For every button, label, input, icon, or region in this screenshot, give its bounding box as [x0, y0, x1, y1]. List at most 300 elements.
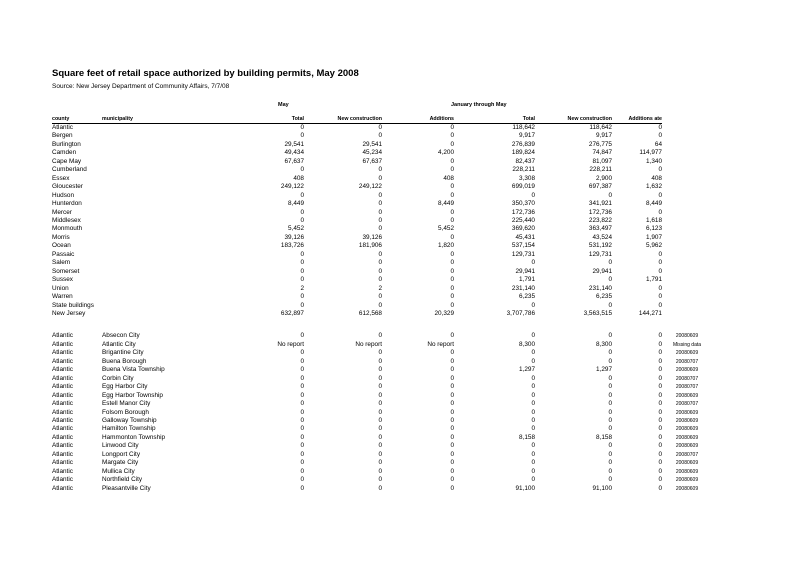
county-row	[52, 175, 712, 183]
may-new-construction-cell: 0	[378, 408, 382, 416]
county-cell: Hunterdon	[52, 200, 82, 208]
may-additions-cell: 0	[450, 400, 454, 408]
ytd-total-cell: 0	[531, 425, 535, 433]
may-total-cell: 29,541	[284, 140, 304, 148]
may-total-cell: 0	[300, 349, 304, 357]
county-cell: Essex	[52, 174, 70, 182]
ytd-total-cell: 189,824	[511, 149, 535, 157]
county-cell: New Jersey	[52, 309, 86, 317]
report-date-cell: 20080609	[675, 350, 699, 357]
report-date-cell: 20080609	[675, 392, 699, 399]
municipality-cell	[102, 124, 192, 133]
municipality-cell: Estell Manor City	[102, 400, 151, 408]
municipality-cell	[102, 217, 192, 225]
county-row	[52, 192, 712, 200]
county-cell: Mercer	[52, 208, 72, 216]
municipality-row	[52, 341, 712, 349]
ytd-additions-cell: 0	[658, 374, 662, 382]
may-total-cell: 67,637	[284, 157, 304, 165]
ytd-additions-cell: 0	[658, 132, 662, 140]
ytd-new-construction-cell: 0	[608, 459, 612, 467]
may-new-construction-cell: 0	[378, 132, 382, 140]
ytd-new-construction-cell: 29,941	[592, 267, 612, 275]
may-total-cell: 0	[300, 476, 304, 484]
ytd-new-construction-cell: 0	[608, 425, 612, 433]
may-new-construction-cell: 0	[378, 166, 382, 174]
municipality-cell: Pleasantville City	[102, 484, 151, 492]
ytd-new-construction-cell: 0	[608, 450, 612, 458]
ytd-new-construction-cell: 9,917	[596, 132, 612, 140]
may-new-construction-cell: 0	[378, 124, 382, 131]
county-cell: Atlantic	[52, 124, 73, 131]
may-additions-cell: 0	[450, 191, 454, 199]
ytd-new-construction-cell: 3,563,515	[583, 309, 612, 317]
may-total-cell: 0	[300, 301, 304, 309]
municipality-cell	[102, 192, 192, 200]
municipality-cell	[102, 209, 192, 217]
ytd-new-construction-cell: 231,140	[588, 284, 612, 292]
col-header-ytd-total: Total	[454, 116, 535, 124]
ytd-new-construction-cell: 8,158	[596, 433, 612, 441]
may-additions-cell: 0	[450, 276, 454, 284]
municipality-row	[52, 409, 712, 417]
county-cell: Bergen	[52, 132, 73, 140]
may-total-cell: 0	[300, 366, 304, 374]
county-cell: Atlantic	[52, 442, 73, 450]
report-date-cell: 20080609	[675, 485, 699, 492]
municipality-section	[52, 332, 712, 493]
may-new-construction-cell: 67,637	[362, 157, 382, 165]
ytd-new-construction-cell: 6,235	[596, 293, 612, 301]
may-additions-cell: 0	[450, 293, 454, 301]
county-row	[52, 259, 712, 267]
may-total-cell: 249,122	[280, 183, 304, 191]
ytd-total-cell: 699,019	[511, 183, 535, 191]
may-total-cell: 0	[300, 191, 304, 199]
ytd-additions-cell: 1,791	[646, 276, 662, 284]
may-new-construction-cell: 0	[378, 293, 382, 301]
col-header-county: county	[52, 116, 102, 124]
municipality-cell: Longport City	[102, 450, 141, 458]
ytd-new-construction-cell: 0	[608, 391, 612, 399]
may-additions-cell: 0	[450, 442, 454, 450]
county-row	[52, 217, 712, 225]
ytd-additions-cell: 0	[658, 408, 662, 416]
may-total-cell: 0	[300, 433, 304, 441]
municipality-row	[52, 434, 712, 442]
may-new-construction-cell: 0	[378, 267, 382, 275]
ytd-additions-cell: 0	[658, 391, 662, 399]
municipality-cell: Egg Harbor City	[102, 383, 148, 391]
may-new-construction-cell: 0	[378, 208, 382, 216]
may-total-cell: 0	[300, 124, 304, 131]
county-cell: Atlantic	[52, 357, 73, 365]
ytd-additions-cell: 0	[658, 442, 662, 450]
may-total-cell: 0	[300, 408, 304, 416]
may-new-construction-cell: 0	[378, 366, 382, 374]
may-additions-cell: 0	[450, 459, 454, 467]
county-cell: Salem	[52, 259, 71, 267]
municipality-cell: Linwood City	[102, 442, 139, 450]
ytd-new-construction-cell: 0	[608, 191, 612, 199]
ytd-additions-cell: 0	[658, 425, 662, 433]
county-cell: Camden	[52, 149, 77, 157]
county-cell: Atlantic	[52, 416, 73, 424]
county-cell: Somerset	[52, 267, 80, 275]
municipality-cell	[102, 141, 192, 149]
county-cell: Cumberland	[52, 166, 87, 174]
ytd-total-cell: 0	[531, 467, 535, 475]
may-new-construction-cell: 0	[378, 276, 382, 284]
ytd-additions-cell: 0	[658, 416, 662, 424]
county-cell: Atlantic	[52, 400, 73, 408]
ytd-total-cell: 0	[531, 374, 535, 382]
may-additions-cell: 0	[450, 301, 454, 309]
county-cell: Monmouth	[52, 225, 83, 233]
county-cell: Atlantic	[52, 450, 73, 458]
report-date-cell: 20080707	[675, 401, 699, 408]
ytd-total-cell: 8,158	[519, 433, 535, 441]
ytd-new-construction-cell: 43,524	[592, 233, 612, 241]
may-total-cell: 0	[300, 459, 304, 467]
may-new-construction-cell: 0	[378, 225, 382, 233]
ytd-new-construction-cell: 0	[608, 259, 612, 267]
ytd-additions-cell: 114,977	[639, 149, 662, 157]
may-total-cell: 2	[300, 284, 304, 292]
ytd-new-construction-cell: 172,736	[588, 208, 612, 216]
municipality-cell	[102, 200, 192, 208]
report-date-cell: 20080609	[675, 434, 699, 441]
may-additions-cell: 0	[450, 383, 454, 391]
may-new-construction-cell: 0	[378, 416, 382, 424]
ytd-total-cell: 0	[531, 391, 535, 399]
may-additions-cell: 0	[450, 250, 454, 258]
county-row	[52, 310, 712, 318]
may-new-construction-cell: 0	[378, 484, 382, 492]
ytd-new-construction-cell: 0	[608, 349, 612, 357]
ytd-additions-cell: 0	[658, 208, 662, 216]
ytd-new-construction-cell: 0	[608, 383, 612, 391]
report-date-cell: 20080609	[675, 426, 699, 433]
county-cell: Cape May	[52, 157, 82, 165]
ytd-additions-cell: 6,123	[646, 225, 662, 233]
municipality-cell	[102, 285, 192, 293]
may-additions-cell: 0	[450, 374, 454, 382]
municipality-row	[52, 476, 712, 484]
may-additions-cell: 0	[450, 408, 454, 416]
ytd-additions-cell: 144,271	[638, 309, 662, 317]
report-date-cell: 20080609	[675, 333, 699, 340]
ytd-new-construction-cell: 0	[608, 467, 612, 475]
may-total-cell: 0	[300, 416, 304, 424]
may-total-cell: 0	[300, 132, 304, 140]
may-total-cell: 183,726	[280, 242, 304, 250]
ytd-total-cell: 45,431	[515, 233, 535, 241]
may-new-construction-cell: 0	[378, 433, 382, 441]
municipality-cell	[102, 175, 192, 183]
ytd-total-cell: 0	[531, 442, 535, 450]
may-additions-cell: 0	[450, 216, 454, 224]
municipality-cell	[102, 149, 192, 157]
ytd-additions-cell: 1,632	[646, 183, 662, 191]
municipality-cell	[102, 251, 192, 259]
county-row	[52, 285, 712, 293]
municipality-cell: Folsom Borough	[102, 408, 149, 416]
county-cell: Ocean	[52, 242, 71, 250]
ytd-additions-cell: 8,449	[646, 200, 662, 208]
may-additions-cell: 0	[450, 366, 454, 374]
ytd-total-cell: 350,370	[511, 200, 535, 208]
may-additions-cell: 0	[450, 484, 454, 492]
report-date-cell: Missing data	[672, 341, 702, 348]
may-total-cell: 632,897	[280, 309, 304, 317]
municipality-row	[52, 400, 712, 408]
ytd-additions-cell: 1,618	[646, 216, 662, 224]
may-new-construction-cell: 0	[378, 250, 382, 258]
ytd-total-cell: 91,100	[515, 484, 535, 492]
may-total-cell: 0	[300, 208, 304, 216]
ytd-total-cell: 0	[531, 408, 535, 416]
municipality-cell	[102, 166, 192, 174]
ytd-new-construction-cell: 697,387	[588, 183, 612, 191]
may-total-cell: 0	[300, 267, 304, 275]
ytd-total-cell: 9,917	[519, 132, 535, 140]
ytd-new-construction-cell: 531,192	[588, 242, 612, 250]
may-new-construction-cell: 0	[378, 374, 382, 382]
may-total-cell: No report	[277, 340, 304, 348]
county-row	[52, 225, 712, 233]
ytd-new-construction-cell: 8,300	[596, 340, 612, 348]
may-total-cell: 0	[300, 383, 304, 391]
municipality-cell	[102, 132, 192, 140]
ytd-total-cell: 537,154	[511, 242, 535, 250]
municipality-cell: Brigantine City	[102, 349, 144, 357]
may-total-cell: 0	[300, 374, 304, 382]
county-row	[52, 268, 712, 276]
county-cell: Atlantic	[52, 391, 73, 399]
municipality-cell	[102, 276, 192, 284]
ytd-additions-cell: 0	[658, 250, 662, 258]
may-total-cell: 0	[300, 259, 304, 267]
ytd-new-construction-cell: 2,900	[596, 174, 612, 182]
ytd-total-cell: 0	[531, 416, 535, 424]
ytd-total-cell: 172,736	[511, 208, 535, 216]
municipality-cell	[102, 183, 192, 191]
ytd-new-construction-cell: 0	[608, 416, 612, 424]
ytd-total-cell: 0	[531, 259, 535, 267]
ytd-total-cell: 1,791	[519, 276, 535, 284]
ytd-total-cell: 369,620	[511, 225, 535, 233]
may-total-cell: 0	[300, 250, 304, 258]
municipality-cell: Margate City	[102, 459, 139, 467]
report-date-cell: 20080707	[675, 358, 699, 365]
may-additions-cell: 0	[450, 233, 454, 241]
county-cell: Morris	[52, 233, 70, 241]
may-additions-cell: 0	[450, 157, 454, 165]
may-total-cell: 0	[300, 467, 304, 475]
ytd-total-cell: 129,731	[511, 250, 535, 258]
municipality-cell	[102, 310, 192, 318]
ytd-new-construction-cell: 0	[608, 476, 612, 484]
ytd-additions-cell: 0	[658, 259, 662, 267]
ytd-additions-cell: 0	[658, 191, 662, 199]
county-summary-section	[52, 124, 712, 319]
municipality-row	[52, 375, 712, 383]
may-additions-cell: 0	[450, 349, 454, 357]
ytd-additions-cell: 0	[658, 400, 662, 408]
ytd-additions-cell: 0	[658, 166, 662, 174]
may-additions-cell: 0	[450, 208, 454, 216]
may-total-cell: 0	[300, 332, 304, 340]
may-total-cell: 8,449	[288, 200, 304, 208]
county-row	[52, 124, 712, 133]
ytd-new-construction-cell: 276,775	[588, 140, 612, 148]
col-header-may-additions: Additions	[382, 116, 454, 124]
municipality-cell	[102, 242, 192, 250]
ytd-additions-cell: 0	[658, 301, 662, 309]
ytd-additions-cell: 0	[658, 484, 662, 492]
municipality-cell	[102, 302, 192, 310]
ytd-new-construction-cell: 0	[608, 301, 612, 309]
ytd-new-construction-cell: 74,847	[592, 149, 612, 157]
county-row	[52, 302, 712, 310]
col-header-may-total: Total	[192, 116, 304, 124]
county-cell: Union	[52, 284, 69, 292]
may-additions-cell: 0	[450, 183, 454, 191]
ytd-additions-cell: 0	[658, 349, 662, 357]
ytd-additions-cell: 408	[651, 174, 662, 182]
may-additions-cell: 0	[450, 416, 454, 424]
may-additions-cell: 5,452	[438, 225, 454, 233]
ytd-new-construction-cell: 0	[608, 374, 612, 382]
may-additions-cell: 0	[450, 425, 454, 433]
may-new-construction-cell: 249,122	[358, 183, 382, 191]
report-date-cell: 20080609	[675, 417, 699, 424]
may-new-construction-cell: 0	[378, 216, 382, 224]
report-date-cell: 20080609	[675, 409, 699, 416]
ytd-total-cell: 0	[531, 332, 535, 340]
county-row	[52, 132, 712, 140]
may-additions-cell: 1,820	[438, 242, 454, 250]
may-additions-cell: 0	[450, 476, 454, 484]
ytd-total-cell: 1,297	[519, 366, 535, 374]
may-total-cell: 0	[300, 484, 304, 492]
may-total-cell: 0	[300, 391, 304, 399]
group-header-may: May	[278, 102, 289, 108]
may-total-cell: 0	[300, 357, 304, 365]
municipality-cell: Galloway Township	[102, 416, 157, 424]
ytd-additions-cell: 0	[658, 124, 662, 131]
county-cell: Atlantic	[52, 425, 73, 433]
municipality-cell: Mullica City	[102, 467, 135, 475]
report-date-cell: 20080707	[675, 451, 699, 458]
municipality-cell: Atlantic City	[102, 340, 136, 348]
may-new-construction-cell: 0	[378, 459, 382, 467]
municipality-row	[52, 417, 712, 425]
may-total-cell: 0	[300, 166, 304, 174]
county-cell: Atlantic	[52, 332, 73, 340]
header-row	[52, 116, 712, 124]
municipality-row	[52, 485, 712, 493]
may-new-construction-cell: 0	[378, 442, 382, 450]
ytd-additions-cell: 0	[658, 340, 662, 348]
ytd-new-construction-cell: 81,097	[592, 157, 612, 165]
ytd-additions-cell: 0	[658, 332, 662, 340]
section-spacer	[52, 318, 712, 332]
municipality-row	[52, 349, 712, 357]
county-row	[52, 209, 712, 217]
municipality-row	[52, 451, 712, 459]
ytd-additions-cell: 0	[658, 476, 662, 484]
may-new-construction-cell: 0	[378, 349, 382, 357]
county-cell: Warren	[52, 293, 73, 301]
may-new-construction-cell: 2	[378, 284, 382, 292]
municipality-row	[52, 383, 712, 391]
ytd-total-cell: 0	[531, 400, 535, 408]
may-additions-cell: No report	[427, 340, 454, 348]
may-new-construction-cell: 0	[378, 400, 382, 408]
report-source: Source: New Jersey Department of Community Affairs, 7/7/08	[52, 83, 230, 90]
may-total-cell: 0	[300, 216, 304, 224]
municipality-cell	[102, 234, 192, 242]
ytd-new-construction-cell: 0	[608, 332, 612, 340]
municipality-row	[52, 332, 712, 340]
may-new-construction-cell: 0	[378, 425, 382, 433]
ytd-new-construction-cell: 363,497	[588, 225, 612, 233]
county-cell: Atlantic	[52, 476, 73, 484]
ytd-total-cell: 3,707,786	[506, 309, 535, 317]
may-total-cell: 0	[300, 425, 304, 433]
county-cell: Burlington	[52, 140, 81, 148]
report-date-cell: 20080609	[675, 443, 699, 450]
may-additions-cell: 0	[450, 284, 454, 292]
may-additions-cell: 0	[450, 391, 454, 399]
may-additions-cell: 4,200	[438, 149, 454, 157]
may-additions-cell: 0	[450, 132, 454, 140]
ytd-new-construction-cell: 228,211	[589, 166, 612, 174]
may-new-construction-cell: 0	[378, 357, 382, 365]
ytd-total-cell: 231,140	[511, 284, 535, 292]
ytd-total-cell: 0	[531, 191, 535, 199]
ytd-total-cell: 0	[531, 357, 535, 365]
municipality-cell	[102, 259, 192, 267]
municipality-cell: Buena Borough	[102, 357, 147, 365]
may-new-construction-cell: 0	[378, 467, 382, 475]
may-additions-cell: 0	[450, 267, 454, 275]
col-header-ytd-additions: Additions ate	[612, 116, 662, 124]
ytd-total-cell: 6,235	[519, 293, 535, 301]
may-total-cell: 0	[300, 450, 304, 458]
may-new-construction-cell: 45,234	[362, 149, 382, 157]
may-new-construction-cell: 0	[378, 332, 382, 340]
ytd-total-cell: 0	[531, 383, 535, 391]
county-cell: Gloucester	[52, 183, 83, 191]
may-new-construction-cell: 0	[378, 391, 382, 399]
col-header-may-new-construction: New construction	[304, 116, 382, 124]
may-new-construction-cell: 39,126	[362, 233, 382, 241]
may-additions-cell: 0	[450, 124, 454, 131]
report-date-cell: 20080707	[675, 375, 699, 382]
may-new-construction-cell: 0	[378, 383, 382, 391]
ytd-total-cell: 8,300	[519, 340, 535, 348]
may-total-cell: 0	[300, 400, 304, 408]
may-new-construction-cell: No report	[355, 340, 382, 348]
may-additions-cell: 0	[450, 450, 454, 458]
ytd-total-cell: 0	[531, 459, 535, 467]
ytd-total-cell: 0	[531, 476, 535, 484]
col-header-municipality: municipality	[102, 116, 192, 124]
ytd-new-construction-cell: 0	[608, 276, 612, 284]
